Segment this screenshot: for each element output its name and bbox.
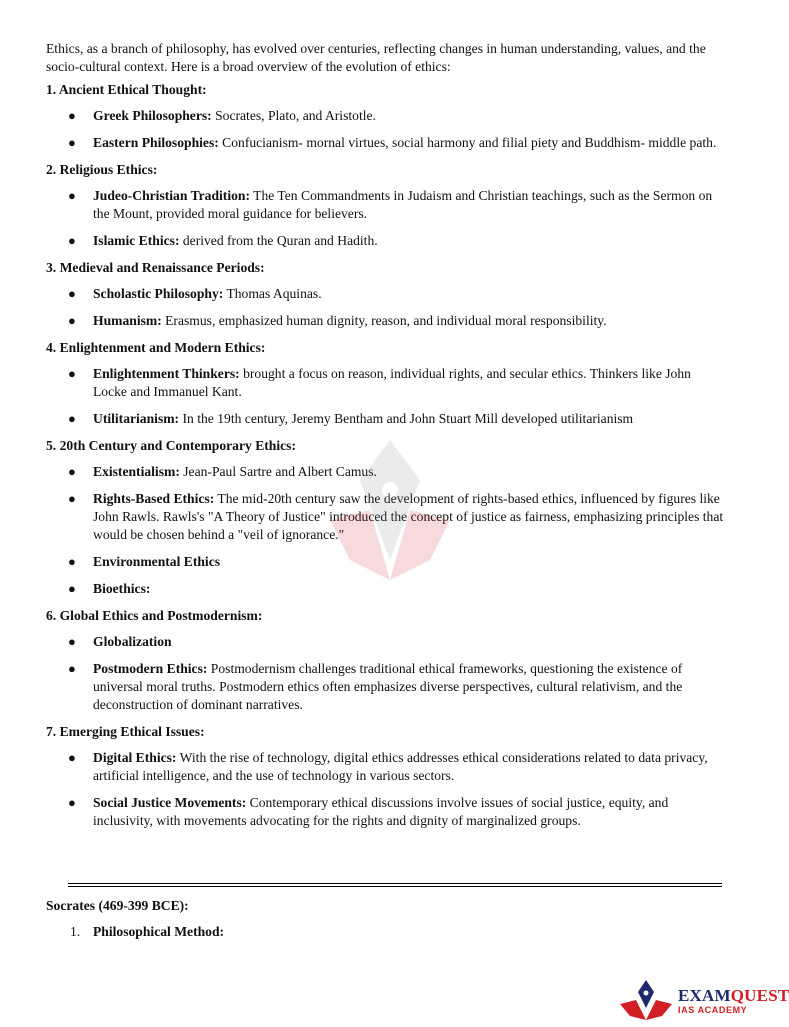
item-text: Jean-Paul Sartre and Albert Camus. bbox=[179, 464, 377, 479]
item-term: Social Justice Movements: bbox=[93, 795, 247, 810]
item-text: In the 19th century, Jeremy Bentham and John Stuart Mill developed utilitarianism bbox=[179, 411, 634, 426]
section bbox=[46, 161, 726, 250]
section bbox=[46, 723, 726, 830]
item-text: Contemporary ethical discussions involve issues of social justice, equity, and inclusivity, with movements advocating for the rights and dignity of marginalized groups. bbox=[93, 795, 669, 828]
item-term: Islamic Ethics: bbox=[93, 233, 180, 248]
bullet-item bbox=[46, 312, 726, 330]
item-text: The mid-20th century saw the development of rights-based ethics, influenced by figures like John Rawls. Rawls's "A Theory of Justice" introduced the concept of justice as fairness, emphasizing principles that would be chosen behind a "veil of ignorance." bbox=[93, 491, 724, 542]
item-term: Rights-Based Ethics: bbox=[93, 491, 215, 506]
item-term: Digital Ethics: bbox=[93, 750, 177, 765]
item-term: Philosophical Method: bbox=[93, 924, 225, 939]
bullet-item bbox=[46, 134, 726, 152]
bullet-icon: ● bbox=[68, 750, 76, 765]
item-term: Utilitarianism: bbox=[93, 411, 180, 426]
section-heading: 3. Medieval and Renaissance Periods: bbox=[46, 260, 265, 275]
section-heading: 6. Global Ethics and Postmodernism: bbox=[46, 608, 263, 623]
item-text: Socrates, Plato, and Aristotle. bbox=[211, 108, 376, 123]
section bbox=[46, 339, 726, 428]
section-heading: 5. 20th Century and Contemporary Ethics: bbox=[46, 438, 296, 453]
item-term: Eastern Philosophies: bbox=[93, 135, 219, 150]
divider-line bbox=[68, 886, 722, 887]
bullet-icon: ● bbox=[68, 795, 76, 810]
bullet-item bbox=[46, 660, 726, 714]
bullet-item bbox=[46, 187, 726, 223]
item-term: Greek Philosophers: bbox=[93, 108, 212, 123]
item-term: Humanism: bbox=[93, 313, 162, 328]
bullet-icon: ● bbox=[68, 581, 76, 596]
pen-nib-watermark-icon bbox=[330, 440, 450, 580]
item-text: With the rise of technology, digital ethics addresses ethical considerations related to data privacy, artificial intelligence, and the use of technology in various sectors. bbox=[93, 750, 708, 783]
item-term: Bioethics: bbox=[93, 581, 151, 596]
bullet-icon: ● bbox=[68, 634, 76, 649]
bullet-icon: ● bbox=[68, 366, 76, 381]
section-heading: 7. Emerging Ethical Issues: bbox=[46, 724, 205, 739]
item-term: Judeo-Christian Tradition: bbox=[93, 188, 250, 203]
item-text: Confucianism- mornal virtues, social harmony and filial piety and Buddhism- middle path. bbox=[218, 135, 717, 150]
bullet-icon: ● bbox=[68, 313, 76, 328]
section-heading: 2. Religious Ethics: bbox=[46, 162, 158, 177]
item-text: Postmodernism challenges traditional ethical frameworks, questioning the existence of universal moral truths. Postmodern ethics often emphasizes diverse perspectives, cultural relativism, and the deconstruction of dominant narratives. bbox=[93, 661, 683, 712]
item-term: Scholastic Philosophy: bbox=[93, 286, 224, 301]
item-text: derived from the Quran and Hadith. bbox=[179, 233, 378, 248]
pen-nib-logo-icon bbox=[616, 978, 676, 1022]
bullet-item bbox=[46, 107, 726, 125]
section bbox=[46, 81, 726, 152]
item-term: Globalization bbox=[93, 634, 172, 649]
section-heading: 1. Ancient Ethical Thought: bbox=[46, 82, 207, 97]
bullet-item bbox=[46, 794, 726, 830]
section-heading: 4. Enlightenment and Modern Ethics: bbox=[46, 340, 266, 355]
bullet-item bbox=[46, 410, 726, 428]
bullet-icon: ● bbox=[68, 108, 76, 123]
socrates-item bbox=[46, 923, 224, 941]
bullet-icon: ● bbox=[68, 135, 76, 150]
logo-brand-text: EXAMQUEST bbox=[678, 986, 789, 1005]
bullet-item bbox=[46, 365, 726, 401]
bullet-icon: ● bbox=[68, 554, 76, 569]
bullet-icon: ● bbox=[68, 464, 76, 479]
bullet-item bbox=[46, 633, 726, 651]
item-text: Erasmus, emphasized human dignity, reason, and individual moral responsibility. bbox=[161, 313, 607, 328]
bullet-icon: ● bbox=[68, 661, 76, 676]
item-term: Environmental Ethics bbox=[93, 554, 221, 569]
section bbox=[46, 259, 726, 330]
bullet-item bbox=[46, 749, 726, 785]
intro-paragraph: Ethics, as a branch of philosophy, has evolved over centuries, reflecting changes in human understanding, values, and the socio-cultural context. Here is a broad overview of the evolution of ethics: bbox=[46, 41, 706, 74]
bullet-item bbox=[46, 232, 726, 250]
item-text: Thomas Aquinas. bbox=[223, 286, 322, 301]
item-term: Postmodern Ethics: bbox=[93, 661, 208, 676]
item-term: Existentialism: bbox=[93, 464, 180, 479]
bullet-icon: ● bbox=[68, 411, 76, 426]
bullet-icon: ● bbox=[68, 286, 76, 301]
item-term: Enlightenment Thinkers: bbox=[93, 366, 240, 381]
socrates-section bbox=[46, 897, 224, 941]
item-text: The Ten Commandments in Judaism and Christian teachings, such as the Sermon on the Mount, provided moral guidance for believers. bbox=[93, 188, 713, 221]
item-text: brought a focus on reason, individual rights, and secular ethics. Thinkers like John Locke and Immanuel Kant. bbox=[93, 366, 691, 399]
bullet-icon: ● bbox=[68, 491, 76, 506]
bullet-item bbox=[46, 580, 726, 598]
bullet-icon: ● bbox=[68, 188, 76, 203]
examquest-logo bbox=[616, 978, 789, 1022]
divider-line bbox=[68, 883, 722, 884]
socrates-heading: Socrates (469-399 BCE): bbox=[46, 898, 189, 913]
bullet-item bbox=[46, 285, 726, 303]
section bbox=[46, 607, 726, 714]
bullet-icon: ● bbox=[68, 233, 76, 248]
logo-subtitle: IAS ACADEMY bbox=[678, 1005, 748, 1015]
item-number: 1. bbox=[70, 924, 81, 939]
